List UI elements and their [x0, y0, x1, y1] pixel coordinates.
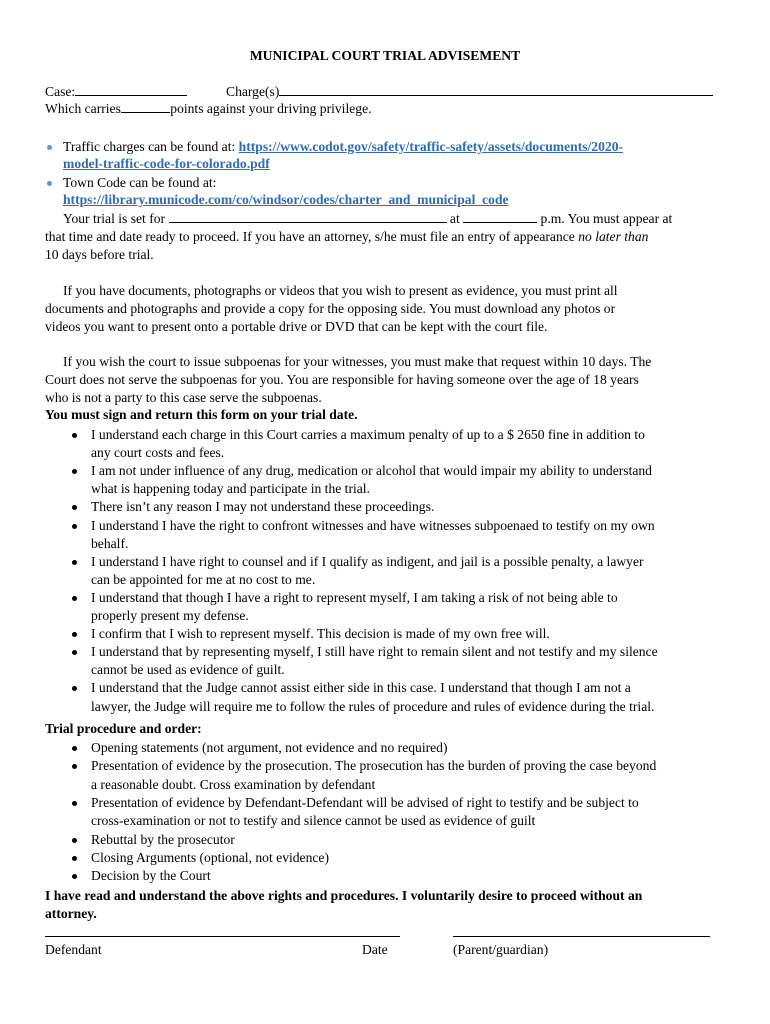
procedure-item-line: cross-examination or not to testify and silence cannot be used as evidence of guilt — [91, 813, 536, 829]
acknowledgement-line: I have read and understand the above rights and procedures. I voluntarily desire to proceed without an — [45, 888, 643, 903]
bullet-icon — [72, 505, 77, 510]
traffic-code-line-2 — [63, 155, 270, 173]
trial-set-label: Your trial is set for — [63, 211, 166, 226]
procedure-item-line: Presentation of evidence by Defendant-Defendant will be advised of right to testify and be subject to — [91, 794, 639, 810]
points-line — [45, 100, 372, 118]
bullet-icon — [72, 632, 77, 637]
rights-item-line: I confirm that I wish to represent myself. This decision is made of my own free will. — [91, 626, 550, 642]
bullet-icon — [72, 746, 77, 751]
bullet-icon — [72, 838, 77, 843]
bullet-icon — [72, 801, 77, 806]
rights-item-line: behalf. — [91, 535, 129, 551]
trial-italic-text: no later than — [578, 229, 649, 244]
trial-line-2 — [45, 228, 648, 246]
procedure-item-line: Rebuttal by the prosecutor — [91, 831, 235, 847]
charges-field[interactable] — [279, 83, 713, 96]
rights-item-line: lawyer, the Judge will require me to follow the rules of procedure and rules of evidence during the trial. — [91, 698, 655, 714]
bullet-icon — [72, 874, 77, 879]
trial-line-3: 10 days before trial. — [45, 247, 154, 262]
trial-date-field[interactable] — [169, 210, 447, 223]
procedure-item-line: Opening statements (not argument, not evidence and no required) — [91, 740, 448, 755]
case-line — [45, 83, 187, 101]
bullet-icon — [72, 433, 77, 438]
which-carries-label: Which carries — [45, 101, 121, 116]
traffic-code-link-cont[interactable]: model-traffic-code-for-colorado.pdf — [63, 156, 270, 171]
town-code-intro: Town Code can be found at: — [63, 175, 217, 190]
evidence-line: videos you want to present onto a portable drive or DVD that can be kept with the court file. — [45, 319, 548, 334]
points-field[interactable] — [121, 100, 170, 113]
procedure-heading: Trial procedure and order: — [45, 721, 202, 736]
defendant-label: Defendant — [45, 942, 102, 957]
bullet-icon — [72, 686, 77, 691]
traffic-code-link[interactable]: https://www.codot.gov/safety/traffic-safety/assets/documents/2020- — [238, 139, 624, 154]
bullet-icon — [72, 856, 77, 861]
bullet-icon — [72, 764, 77, 769]
charges-line — [226, 83, 713, 101]
page-title: MUNICIPAL COURT TRIAL ADVISEMENT — [249, 48, 521, 63]
trial-date-line — [63, 210, 672, 228]
guardian-signature-line[interactable] — [453, 936, 710, 937]
bullet-icon — [72, 560, 77, 565]
procedure-item-line: a reasonable doubt. Cross examination by defendant — [91, 776, 376, 792]
charges-label: Charge(s) — [226, 84, 280, 99]
rights-item-line: I am not under influence of any drug, medication or alcohol that would impair my ability to understand — [91, 463, 652, 479]
trial-pm-label: p.m. You must appear at — [540, 211, 673, 226]
trial-at-label: at — [449, 211, 460, 226]
rights-item-line: I understand that the Judge cannot assist either side in this case. I understand that though I am not a — [91, 680, 631, 696]
rights-item-line: There isn’t any reason I may not understand these proceedings. — [91, 499, 435, 515]
evidence-line: documents and photographs and provide a copy for the opposing side. You must download any photos or — [45, 301, 616, 316]
trial-time-field[interactable] — [463, 210, 537, 223]
town-code-link[interactable]: https://library.municode.com/co/windsor/codes/charter_and_municipal_code — [63, 192, 509, 207]
bullet-icon — [72, 596, 77, 601]
points-label: points against your driving privilege. — [170, 101, 372, 116]
bullet-icon — [72, 469, 77, 474]
traffic-intro: Traffic charges can be found at: — [63, 139, 239, 154]
traffic-code-line — [63, 138, 623, 156]
bullet-icon — [47, 181, 52, 186]
rights-item-line: cannot be used as evidence of guilt. — [91, 662, 285, 678]
procedure-item-line: Decision by the Court — [91, 868, 211, 884]
bullet-icon — [72, 650, 77, 655]
case-field[interactable] — [75, 83, 187, 96]
bullet-icon — [47, 145, 52, 150]
subpoena-line: who is not a party to this case serve the subpoenas. — [45, 390, 322, 405]
rights-item-line: properly present my defense. — [91, 608, 249, 623]
rights-item-line: any court costs and fees. — [91, 445, 225, 461]
rights-item-line: I understand I have the right to confront witnesses and have witnesses subpoenaed to testify on my own — [91, 517, 655, 533]
date-label: Date — [362, 942, 388, 957]
evidence-line: If you have documents, photographs or videos that you wish to present as evidence, you must print all — [63, 283, 618, 298]
procedure-item-line: Presentation of evidence by the prosecution. The prosecution has the burden of proving the case beyond — [91, 758, 657, 774]
rights-item-line: I understand that by representing myself, I still have right to remain silent and not testify and my silence — [91, 644, 658, 660]
acknowledgement-line: attorney. — [45, 906, 97, 921]
defendant-signature-line[interactable] — [45, 936, 400, 937]
subpoena-line: Court does not serve the subpoenas for you. You are responsible for having someone over the age of 18 years — [45, 372, 639, 387]
rights-item-line: I understand that though I have a right to represent myself, I am taking a risk of not being able to — [91, 589, 618, 605]
sign-heading: You must sign and return this form on your trial date. — [45, 407, 358, 422]
town-code-line — [63, 191, 509, 209]
trial-text-2: that time and date ready to proceed. If you have an attorney, s/he must file an entry of appearance — [45, 229, 579, 244]
subpoena-line: If you wish the court to issue subpoenas for your witnesses, you must make that request within 10 days. The — [63, 354, 652, 369]
rights-item-line: can be appointed for me at no cost to me. — [91, 571, 316, 587]
procedure-item-line: Closing Arguments (optional, not evidence) — [91, 849, 329, 865]
rights-item-line: I understand I have right to counsel and if I qualify as indigent, and jail is a possible penalty, a lawyer — [91, 553, 644, 569]
rights-item-line: I understand each charge in this Court carries a maximum penalty of up to a $ 2650 fine in addition to — [91, 427, 645, 442]
bullet-icon — [72, 524, 77, 529]
case-label: Case: — [45, 84, 76, 99]
guardian-label: (Parent/guardian) — [453, 942, 549, 957]
rights-item-line: what is happening today and participate in the trial. — [91, 481, 370, 497]
